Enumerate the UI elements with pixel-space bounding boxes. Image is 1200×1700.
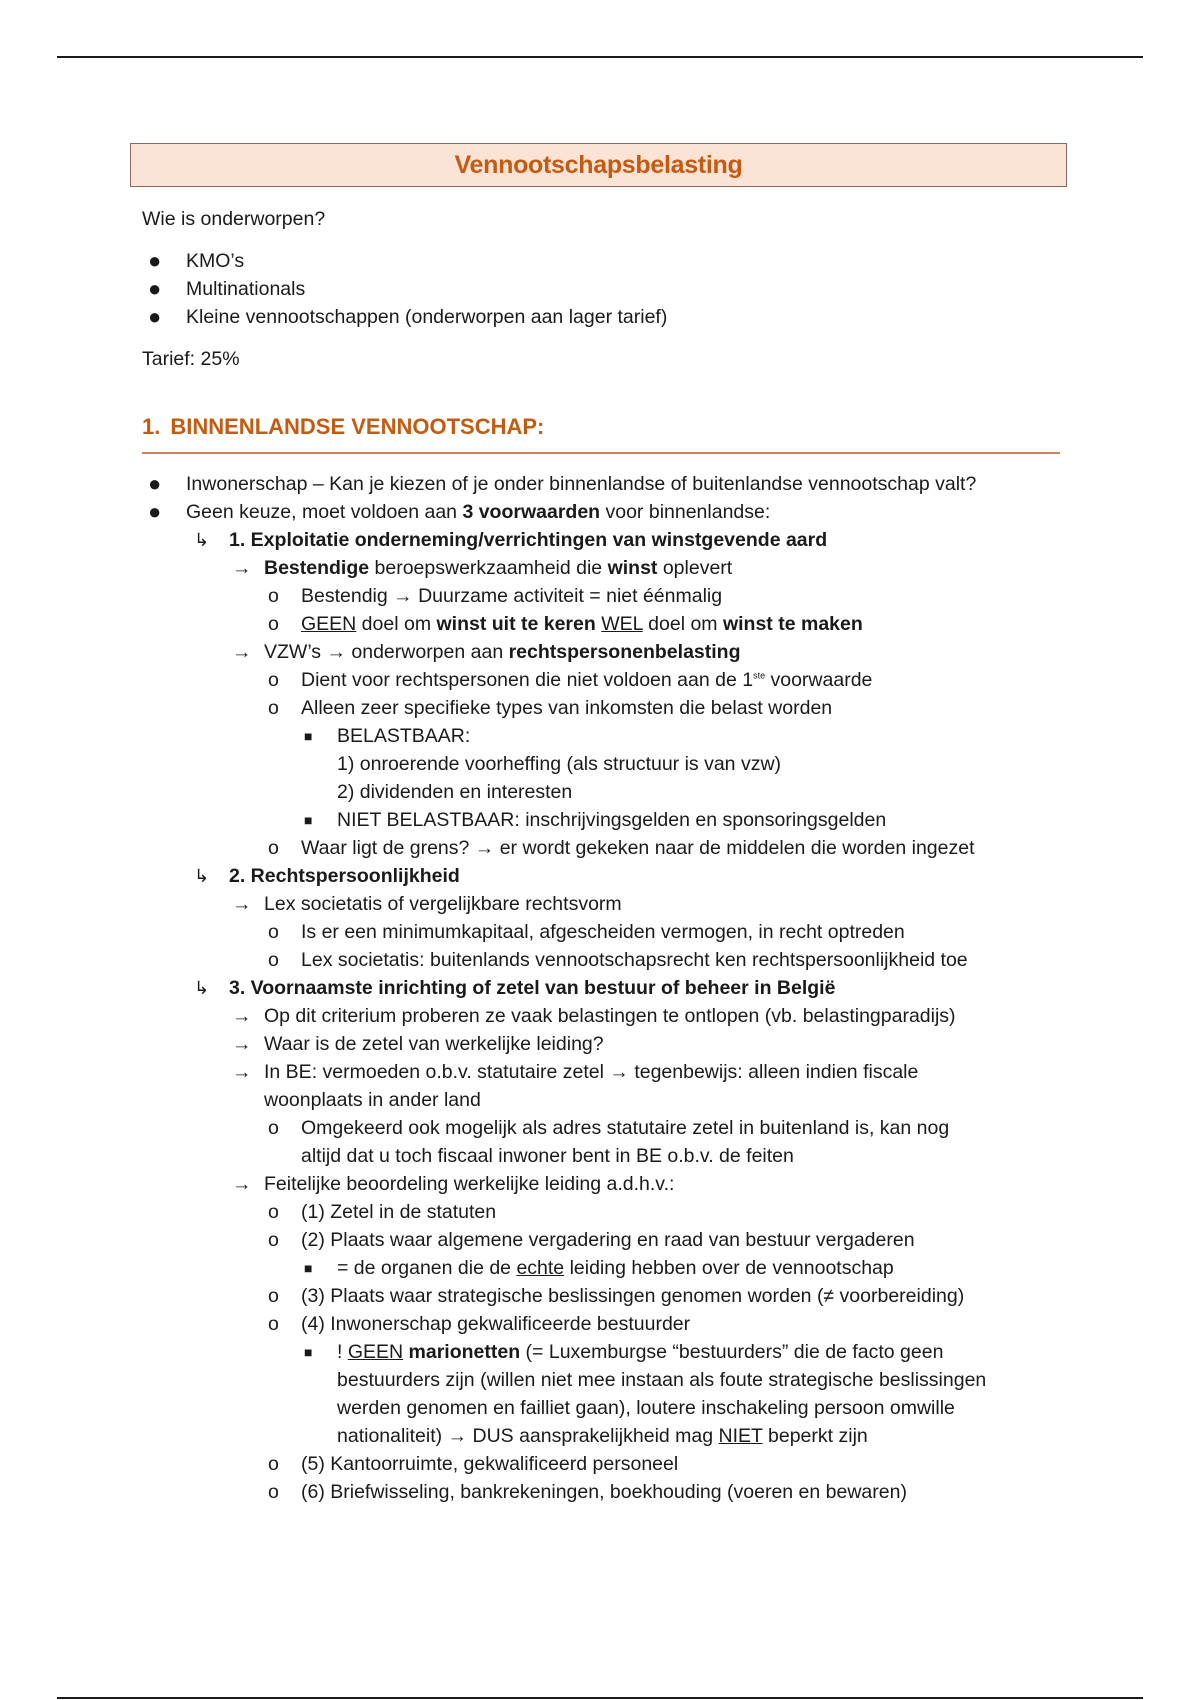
- arrow-icon: →: [232, 1033, 252, 1055]
- list-item: o (1) Zetel in de statuten: [142, 1198, 1072, 1226]
- circle-bullet-icon: o: [268, 697, 279, 719]
- bullet-icon: ●: [148, 304, 162, 329]
- list-item: ● Geen keuze, moet voldoen aan 3 voorwaarden voor binnenlandse:: [148, 499, 771, 524]
- list-item: → Feitelijke beoordeling werkelijke leiding a.d.h.v.:: [142, 1170, 1072, 1198]
- list-item: ■ ! GEEN marionetten (= Luxemburgse “bestuurders” die de facto geen: [142, 1338, 1072, 1366]
- square-bullet-icon: ■: [304, 1260, 313, 1276]
- circle-bullet-icon: o: [268, 1229, 279, 1251]
- section-body: [142, 470, 1072, 1506]
- list-item: o (4) Inwonerschap gekwalificeerde bestuurder: [142, 1310, 1072, 1338]
- circle-bullet-icon: o: [268, 921, 279, 943]
- list-item: o (5) Kantoorruimte, gekwalificeerd personeel: [142, 1450, 1072, 1478]
- list-item: → In BE: vermoeden o.b.v. statutaire zetel → tegenbewijs: alleen indien fiscale: [142, 1058, 1072, 1086]
- bullet-icon: ●: [148, 471, 162, 496]
- return-arrow-icon: ↳: [194, 866, 210, 886]
- bullet-icon: ●: [148, 248, 162, 273]
- circle-bullet-icon: o: [268, 613, 279, 635]
- list-item: ■ = de organen die de echte leiding hebben over de vennootschap: [142, 1254, 1072, 1282]
- list-item: → Op dit criterium proberen ze vaak belastingen te ontlopen (vb. belastingparadijs): [142, 1002, 1072, 1030]
- list-item: ■ NIET BELASTBAAR: inschrijvingsgelden en sponsoringsgelden: [142, 806, 1072, 834]
- circle-bullet-icon: o: [268, 1285, 279, 1307]
- list-item: o Is er een minimumkapitaal, afgescheiden vermogen, in recht optreden: [142, 918, 1072, 946]
- list-item: → Waar is de zetel van werkelijke leiding?: [142, 1030, 1072, 1058]
- circle-bullet-icon: o: [268, 1313, 279, 1335]
- bullet-icon: ●: [148, 499, 162, 524]
- page-title: Vennootschapsbelasting: [454, 150, 743, 179]
- list-item: o Bestendig → Duurzame activiteit = niet éénmalig: [142, 582, 1072, 610]
- list-item: o Dient voor rechtspersonen die niet voldoen aan de 1ste voorwaarde: [142, 666, 1072, 694]
- intro-question: Wie is onderworpen?: [142, 208, 326, 230]
- arrow-icon: →: [232, 641, 252, 663]
- list-item: o Omgekeerd ook mogelijk als adres statutaire zetel in buitenland is, kan nog: [142, 1114, 1072, 1142]
- bottom-rule: [57, 1697, 1143, 1699]
- arrow-icon: →: [232, 557, 252, 579]
- list-item: → Lex societatis of vergelijkbare rechtsvorm: [142, 890, 1072, 918]
- tarief: Tarief: 25%: [142, 348, 240, 370]
- list-item: o GEEN doel om winst uit te keren WEL doel om winst te maken: [142, 610, 1072, 638]
- return-arrow-icon: ↳: [194, 978, 210, 998]
- condition-heading: ↳ 2. Rechtspersoonlijkheid: [142, 862, 1072, 890]
- list-item-continuation: nationaliteit) → DUS aansprakelijkheid mag NIET beperkt zijn: [337, 1425, 868, 1447]
- circle-bullet-icon: o: [268, 1201, 279, 1223]
- circle-bullet-icon: o: [268, 949, 279, 971]
- list-item-continuation: woonplaats in ander land: [264, 1089, 481, 1111]
- arrow-icon: →: [232, 1005, 252, 1027]
- circle-bullet-icon: o: [268, 669, 279, 691]
- bullet-icon: ●: [148, 276, 162, 301]
- circle-bullet-icon: o: [268, 1117, 279, 1139]
- circle-bullet-icon: o: [268, 1481, 279, 1503]
- list-item: → VZW’s → onderworpen aan rechtspersonenbelasting: [142, 638, 1072, 666]
- arrow-icon: →: [232, 893, 252, 915]
- list-item: o Lex societatis: buitenlands vennootschapsrecht ken rechtspersoonlijkheid toe: [142, 946, 1072, 974]
- list-item: 2) dividenden en interesten: [337, 781, 573, 803]
- arrow-icon: →: [232, 1173, 252, 1195]
- list-item: o Alleen zeer specifieke types van inkomsten die belast worden: [142, 694, 1072, 722]
- list-item: o (6) Briefwisseling, bankrekeningen, boekhouding (voeren en bewaren): [142, 1478, 1072, 1506]
- list-item: o (2) Plaats waar algemene vergadering en raad van bestuur vergaderen: [142, 1226, 1072, 1254]
- square-bullet-icon: ■: [304, 812, 313, 828]
- list-item: o Waar ligt de grens? → er wordt gekeken naar de middelen die worden ingezet: [142, 834, 1072, 862]
- section-heading: 1. BINNENLANDSE VENNOOTSCHAP:: [142, 414, 545, 439]
- return-arrow-icon: ↳: [194, 530, 210, 550]
- square-bullet-icon: ■: [304, 728, 313, 744]
- square-bullet-icon: ■: [304, 1344, 313, 1360]
- condition-heading: ↳ 3. Voornaamste inrichting of zetel van bestuur of beheer in België: [142, 974, 1072, 1002]
- intro-section: [142, 205, 1072, 373]
- list-item-continuation: werden genomen en failliet gaan), loutere inschakeling persoon omwille: [337, 1397, 955, 1419]
- list-item-continuation: altijd dat u toch fiscaal inwoner bent in BE o.b.v. de feiten: [301, 1145, 794, 1167]
- list-item: ● Multinationals: [148, 276, 306, 301]
- list-item: ● Kleine vennootschappen (onderworpen aan lager tarief): [148, 304, 668, 329]
- section-rule: [142, 452, 1060, 454]
- top-rule: [57, 56, 1143, 58]
- circle-bullet-icon: o: [268, 837, 279, 859]
- list-item-continuation: bestuurders zijn (willen niet mee instaan als foute strategische beslissingen: [337, 1369, 987, 1391]
- list-item: ● KMO’s: [148, 248, 245, 273]
- list-item: ■ BELASTBAAR:: [142, 722, 1072, 750]
- condition-heading: ↳ 1. Exploitatie onderneming/verrichtingen van winstgevende aard: [142, 526, 1072, 554]
- circle-bullet-icon: o: [268, 1453, 279, 1475]
- list-item: → Bestendige beroepswerkzaamheid die winst oplevert: [142, 554, 1072, 582]
- title-box: [130, 143, 1067, 187]
- list-item: o (3) Plaats waar strategische beslissingen genomen worden (≠ voorbereiding): [142, 1282, 1072, 1310]
- arrow-icon: →: [232, 1061, 252, 1083]
- list-item: 1) onroerende voorheffing (als structuur is van vzw): [337, 753, 782, 775]
- circle-bullet-icon: o: [268, 585, 279, 607]
- list-item: ● Inwonerschap – Kan je kiezen of je onder binnenlandse of buitenlandse vennootschap valt?: [148, 471, 977, 496]
